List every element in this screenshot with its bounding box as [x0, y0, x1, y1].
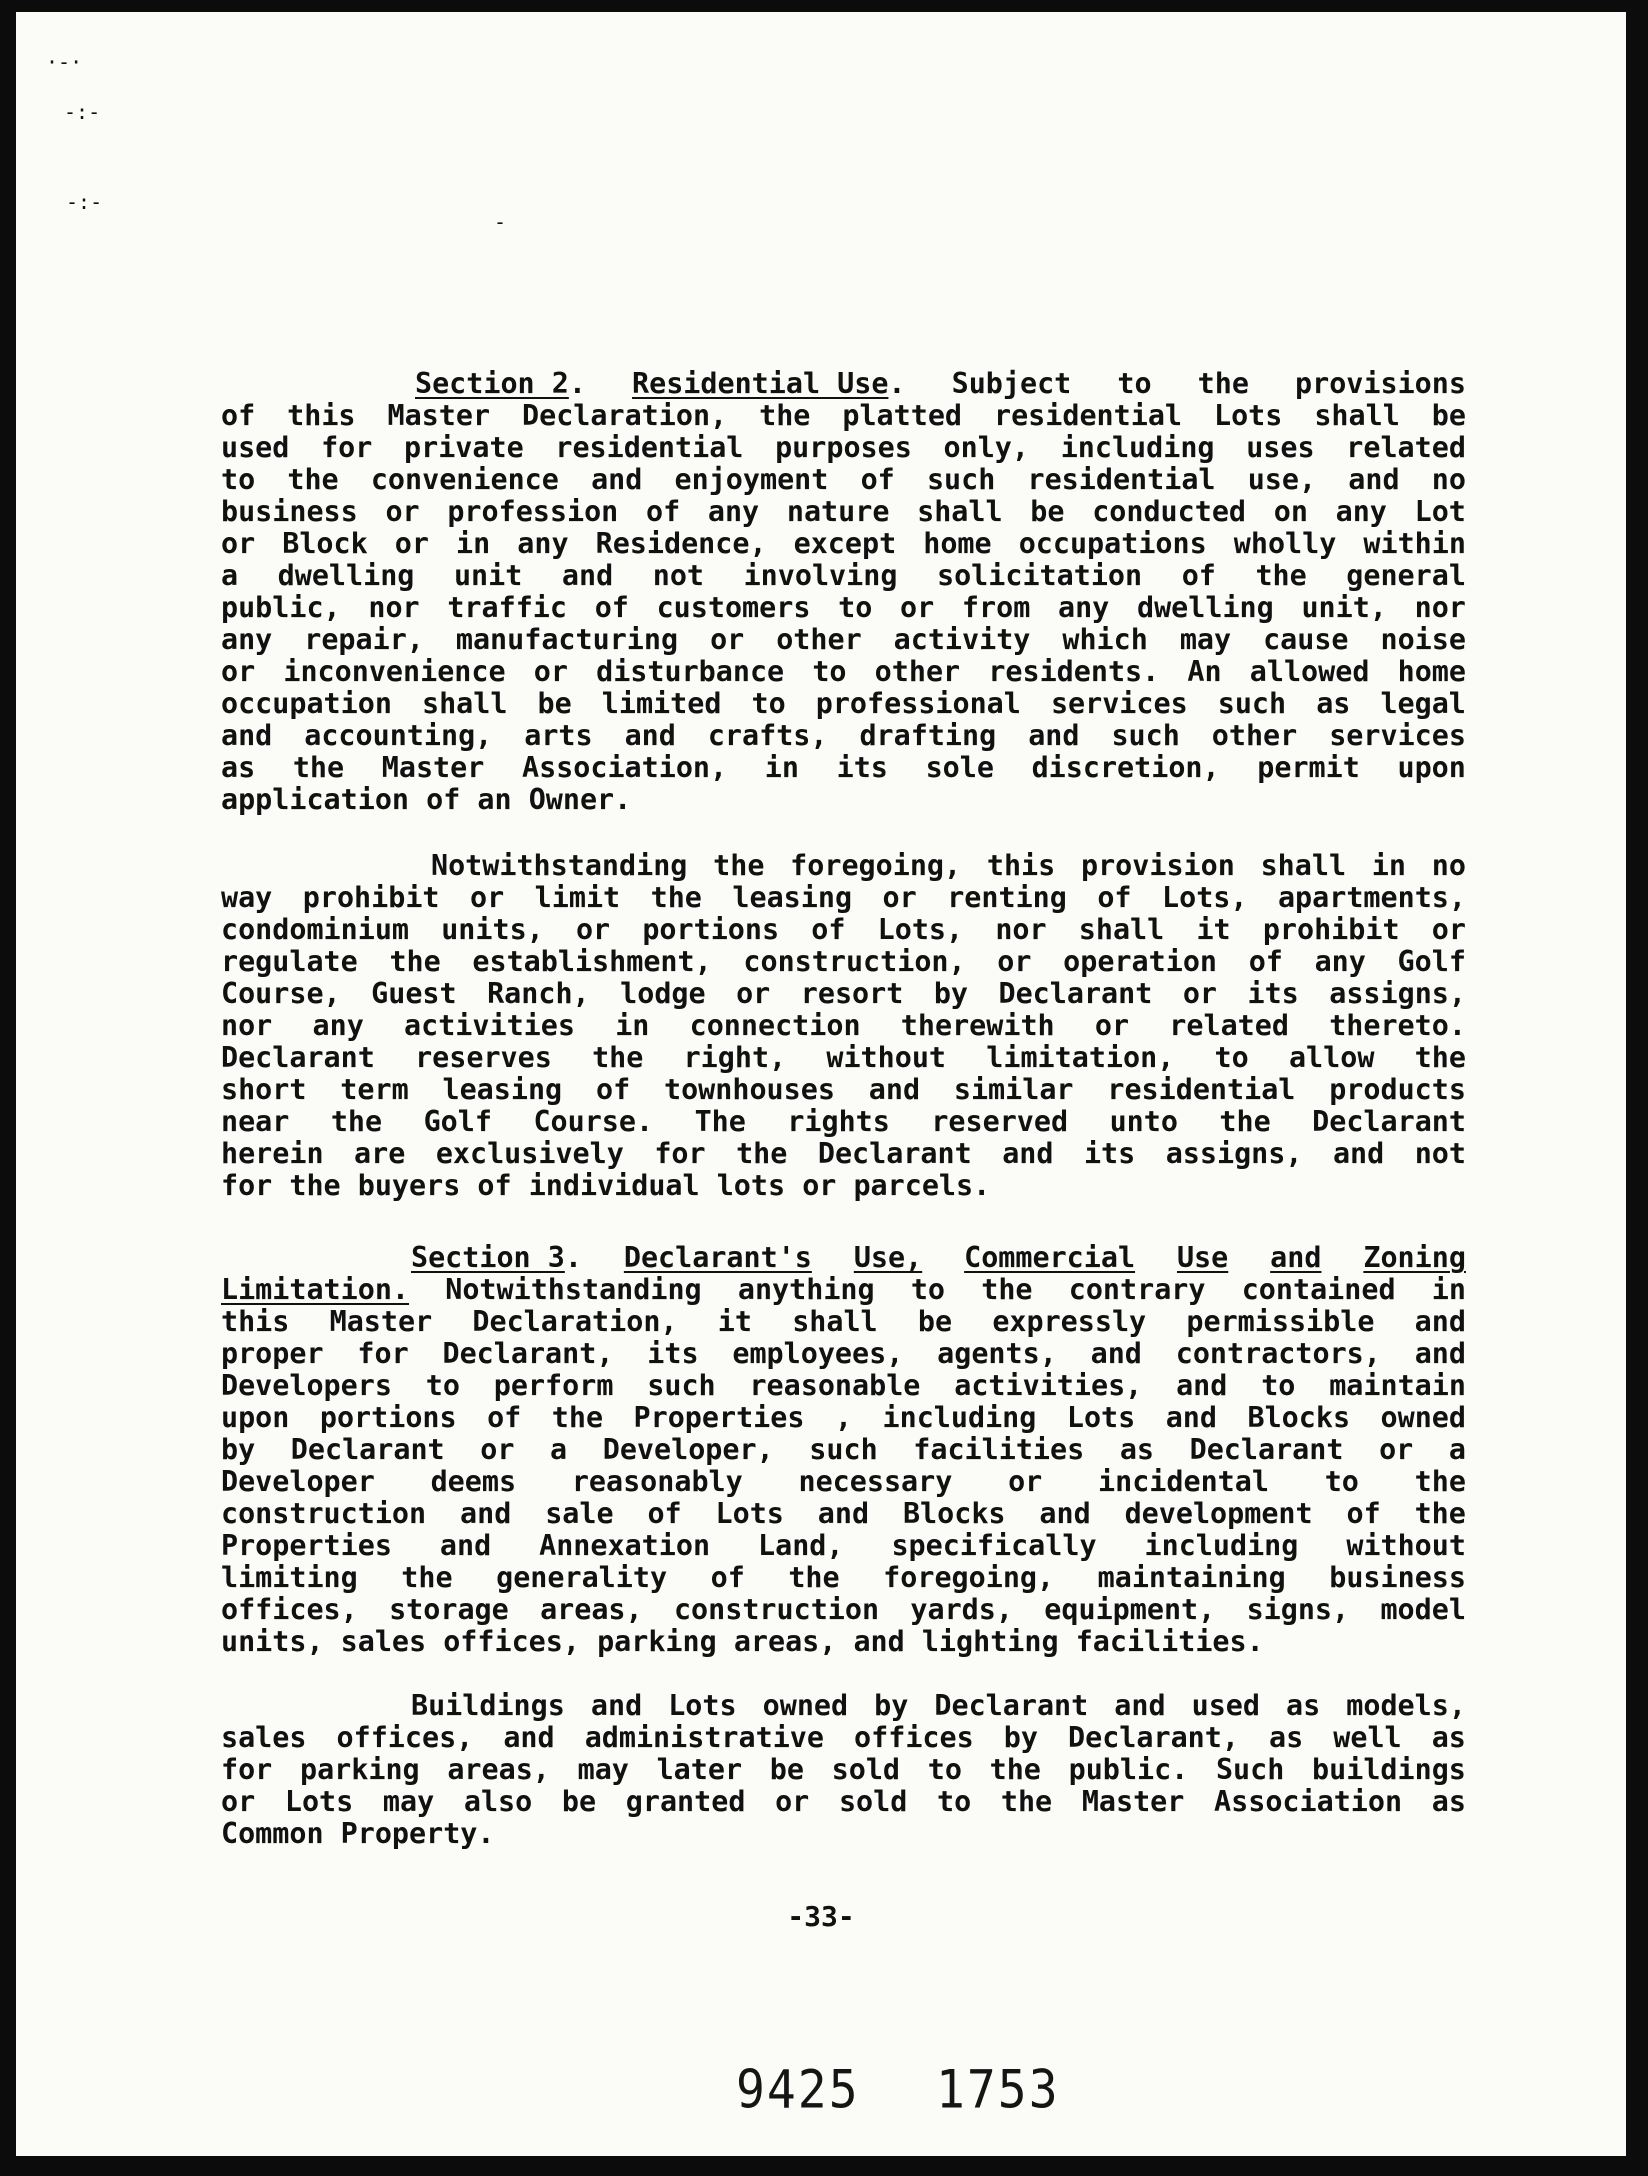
- section-2-heading: Residential Use: [632, 367, 889, 400]
- text-line: Declarant reserves the right, without limitation, to allow the: [221, 1041, 1466, 1074]
- text-line: construction and sale of Lots and Blocks and development of the: [221, 1497, 1466, 1530]
- scan-speck: ·-·: [46, 50, 83, 74]
- text-line: near the Golf Course. The rights reserved unto the Declarant: [221, 1105, 1466, 1138]
- text-line: short term leasing of townhouses and similar residential products: [221, 1073, 1466, 1106]
- text-line: a dwelling unit and not involving solicitation of the general: [221, 559, 1466, 592]
- section-3-paragraph: [221, 1242, 1466, 1658]
- text-line: Buildings and Lots owned by Declarant and used as models,: [411, 1689, 1466, 1722]
- text-line: Properties and Annexation Land, specifically including without: [221, 1529, 1466, 1562]
- text-line: for the buyers of individual lots or parcels.: [221, 1169, 991, 1202]
- text-line: way prohibit or limit the leasing or renting of Lots, apartments,: [221, 881, 1466, 914]
- text-line: business or profession of any nature shall be conducted on any Lot: [221, 495, 1466, 528]
- text-line: or inconvenience or disturbance to other residents. An allowed home: [221, 655, 1466, 688]
- text-line: used for private residential purposes only, including uses related: [221, 431, 1466, 464]
- document-page: [16, 12, 1626, 2156]
- scan-speck: -:-: [66, 190, 103, 214]
- text-line: or Block or in any Residence, except home occupations wholly within: [221, 527, 1466, 560]
- text-line: and accounting, arts and crafts, drafting and such other services: [221, 719, 1466, 752]
- text-line: herein are exclusively for the Declarant and its assigns, and not: [221, 1137, 1466, 1170]
- text-line: as the Master Association, in its sole discretion, permit upon: [221, 751, 1466, 784]
- text-line: sales offices, and administrative offices by Declarant, as well as: [221, 1721, 1466, 1754]
- scan-speck: -:-: [64, 100, 101, 124]
- notwithstanding-paragraph: [221, 850, 1466, 1202]
- scan-speck: -: [494, 210, 507, 234]
- text-line: this Master Declaration, it shall be expressly permissible and: [221, 1305, 1466, 1338]
- text-line: to the convenience and enjoyment of such residential use, and no: [221, 463, 1466, 496]
- text-line: regulate the establishment, construction, or operation of any Golf: [221, 945, 1466, 978]
- section-2-number: Section 2: [415, 367, 569, 400]
- text-line: limiting the generality of the foregoing, maintaining business: [221, 1561, 1466, 1594]
- text-line: Course, Guest Ranch, lodge or resort by Declarant or its assigns,: [221, 977, 1466, 1010]
- text-line: of this Master Declaration, the platted residential Lots shall be: [221, 399, 1466, 432]
- text-line: units, sales offices, parking areas, and lighting facilities.: [221, 1625, 1264, 1658]
- text-line: Section 3. Declarant's Use, Commercial Use and Zoning: [411, 1241, 1466, 1274]
- text-line: application of an Owner.: [221, 783, 632, 816]
- text-line: Notwithstanding the foregoing, this provision shall in no: [431, 849, 1466, 882]
- section-2-paragraph: [221, 368, 1466, 816]
- text-line: Section 2. Residential Use. Subject to the provisions: [415, 367, 1466, 400]
- text-line: Common Property.: [221, 1817, 495, 1850]
- text-line: or Lots may also be granted or sold to the Master Association as: [221, 1785, 1466, 1818]
- text-line: Developer deems reasonably necessary or incidental to the: [221, 1465, 1466, 1498]
- text-line: Developers to perform such reasonable activities, and to maintain: [221, 1369, 1466, 1402]
- text-line: proper for Declarant, its employees, agents, and contractors, and: [221, 1337, 1466, 1370]
- text-line: by Declarant or a Developer, such facilities as Declarant or a: [221, 1433, 1466, 1466]
- text-line: any repair, manufacturing or other activity which may cause noise: [221, 623, 1466, 656]
- stamp-number-right: 1753: [936, 2059, 1060, 2121]
- stamp-number-left: 9425: [736, 2059, 860, 2121]
- text-line: Limitation. Notwithstanding anything to the contrary contained in: [221, 1273, 1466, 1306]
- text-line: offices, storage areas, construction yards, equipment, signs, model: [221, 1593, 1466, 1626]
- text-line: condominium units, or portions of Lots, nor shall it prohibit or: [221, 913, 1466, 946]
- buildings-paragraph: [221, 1690, 1466, 1850]
- text-line: public, nor traffic of customers to or from any dwelling unit, nor: [221, 591, 1466, 624]
- text-line: for parking areas, may later be sold to the public. Such buildings: [221, 1753, 1466, 1786]
- text-line: occupation shall be limited to professional services such as legal: [221, 687, 1466, 720]
- text-line: upon portions of the Properties , including Lots and Blocks owned: [221, 1401, 1466, 1434]
- page-number: -33-: [787, 1900, 855, 1933]
- text-line: nor any activities in connection therewith or related thereto.: [221, 1009, 1466, 1042]
